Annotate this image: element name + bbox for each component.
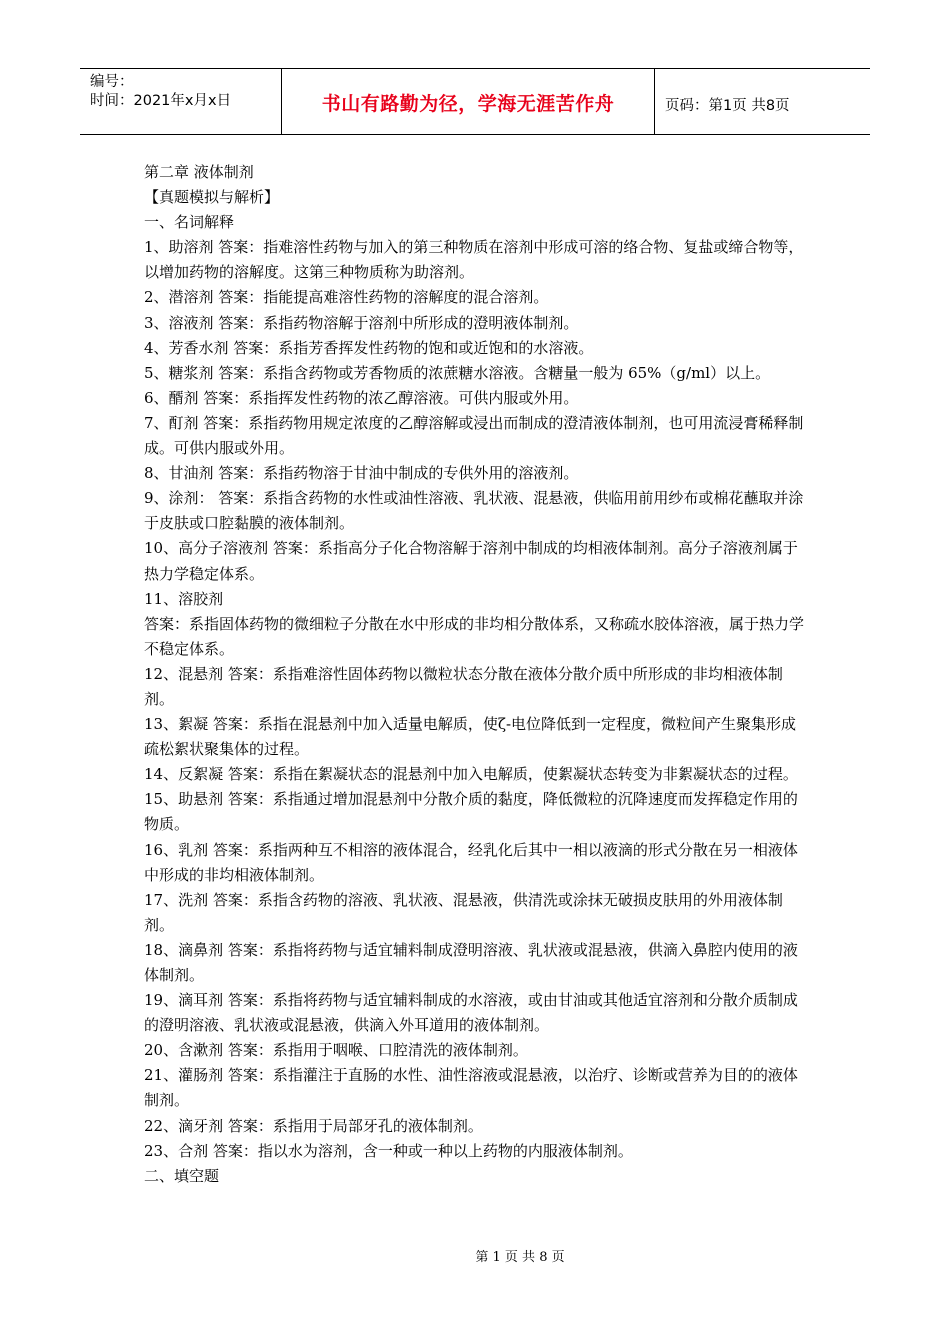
definition-item: 9、涂剂： 答案：系指含药物的水性或油性溶液、乳状液、混悬液，供临用前用纱布或棉花蘸取并涂于皮肤或口腔黏膜的液体制剂。 — [144, 489, 804, 533]
definition-item: 20、含漱剂 答案：系指用于咽喉、口腔清洗的液体制剂。 — [144, 1041, 528, 1060]
definition-item: 7、酊剂 答案：系指药物用规定浓度的乙醇溶解或浸出而制成的澄清液体制剂，也可用流浸膏稀释制成。可供内服或外用。 — [144, 413, 804, 458]
chapter-title: 第二章 液体制剂 — [144, 163, 254, 181]
definition-item: 1、助溶剂 答案：指难溶性药物与加入的第三种物质在溶剂中形成可溶的络合物、复盐或缔合物等，以增加药物的溶解度。这第三种物质称为助溶剂。 — [144, 238, 804, 282]
header-page-number: 页码：第1页 共8页 — [665, 98, 790, 114]
document-body — [144, 160, 808, 1189]
document-number-label: 编号： — [90, 74, 134, 90]
definition-item: 6、醑剂 答案：系指挥发性药物的浓乙醇溶液。可供内服或外用。 — [144, 388, 579, 407]
definition-item: 3、溶液剂 答案：系指药物溶解于溶剂中所形成的澄明液体制剂。 — [144, 313, 579, 332]
page-header — [80, 68, 870, 135]
part-heading: 二、填空题 — [144, 1166, 220, 1185]
document-time-label: 时间：2021年x月x日 — [90, 93, 232, 109]
section-title: 【真题模拟与解析】 — [144, 188, 280, 207]
definition-item: 22、滴牙剂 答案：系指用于局部牙孔的液体制剂。 — [144, 1116, 483, 1135]
definition-item: 4、芳香水剂 答案：系指芳香挥发性药物的饱和或近饱和的水溶液。 — [144, 338, 594, 357]
definition-item: 18、滴鼻剂 答案：系指将药物与适宜辅料制成澄明溶液、乳状液或混悬液，供滴入鼻腔内使用的液体制剂。 — [144, 940, 798, 984]
definition-item: 5、糖浆剂 答案：系指含药物或芳香物质的浓蔗糖水溶液。含糖量一般为 65%（g/ml）以上。 — [144, 363, 771, 382]
definition-item: 答案：系指固体药物的微细粒子分散在水中形成的非均相分散体系，又称疏水胶体溶液，属于热力学不稳定体系。 — [144, 614, 805, 658]
header-motto-cell — [281, 69, 655, 134]
definition-item: 19、滴耳剂 答案：系指将药物与适宜辅料制成的水溶液，或由甘油或其他适宜溶剂和分散介质制成的澄明溶液、乳状液或混悬液，供滴入外耳道用的液体制剂。 — [144, 991, 798, 1035]
header-motto: 书山有路勤为径，学海无涯苦作舟 — [321, 93, 615, 115]
definition-item: 12、混悬剂 答案：系指难溶性固体药物以微粒状态分散在液体分散介质中所形成的非均相液体制剂。 — [144, 664, 783, 708]
header-meta — [90, 73, 231, 111]
definition-item: 17、洗剂 答案：系指含药物的溶液、乳状液、混悬液，供清洗或涂抹无破损皮肤用的外用液体制剂。 — [144, 890, 783, 934]
definition-item: 16、乳剂 答案：系指两种互不相溶的液体混合，经乳化后其中一相以液滴的形式分散在另一相液体中形成的非均相液体制剂。 — [144, 840, 798, 884]
definition-item: 11、溶胶剂 — [144, 589, 224, 608]
definition-item: 10、高分子溶液剂 答案：系指高分子化合物溶解于溶剂中制成的均相液体制剂。高分子溶液剂属于热力学稳定体系。 — [144, 539, 798, 583]
definition-item: 21、灌肠剂 答案：系指灌注于直肠的水性、油性溶液或混悬液，以治疗、诊断或营养为目的的液体制剂。 — [144, 1066, 798, 1110]
definition-item: 14、反絮凝 答案：系指在絮凝状态的混悬剂中加入电解质，使絮凝状态转变为非絮凝状态的过程。 — [144, 765, 798, 784]
page-footer: 第 1 页 共 8 页 — [475, 1250, 565, 1265]
definition-item: 15、助悬剂 答案：系指通过增加混悬剂中分散介质的黏度，降低微粒的沉降速度而发挥稳定作用的物质。 — [144, 790, 798, 834]
definition-item: 23、合剂 答案：指以水为溶剂，含一种或一种以上药物的内服液体制剂。 — [144, 1141, 633, 1160]
definition-item: 13、絮凝 答案：系指在混悬剂中加入适量电解质，使ζ-电位降低到一定程度，微粒间产生聚集形成疏松絮状聚集体的过程。 — [144, 715, 797, 759]
definition-item: 2、潜溶剂 答案：指能提高难溶性药物的溶解度的混合溶剂。 — [144, 288, 549, 307]
part-heading: 一、名词解释 — [144, 213, 235, 232]
definition-item: 8、甘油剂 答案：系指药物溶于甘油中制成的专供外用的溶液剂。 — [144, 464, 579, 483]
